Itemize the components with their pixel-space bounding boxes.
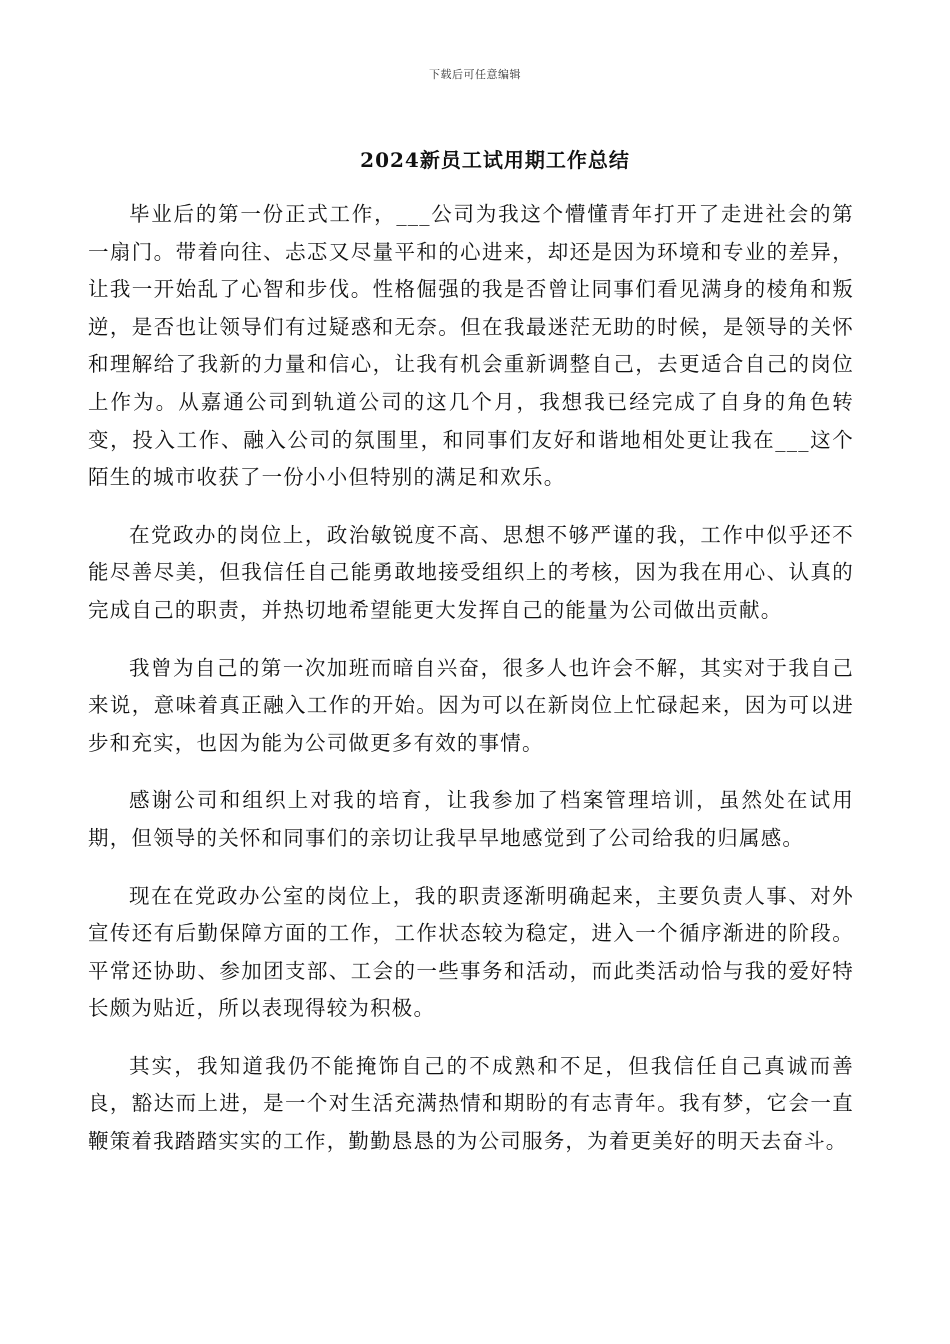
document-title: 2024新员工试用期工作总结 (360, 148, 630, 172)
header-note: 下载后可任意编辑 (429, 68, 521, 81)
paragraph-1: 毕业后的第一份正式工作，___公司为我这个懵懂青年打开了走进社会的第一扇门。带着向往、忐忑又尽量平和的心进来，却还是因为环境和专业的差异，让我一开始乱了心智和步伐。性格倔强的我是否曾让同事们看见满身的棱角和叛逆，是否也让领导们有过疑惑和无奈。但在我最迷茫无助的时候，是领导的关怀和理解给了我新的力量和信心，让我有机会重新调整自己，去更适合自己的岗位上作为。从嘉通公司到轨道公司的这几个月，我想我已经完成了自身的角色转变，投入工作、融入公司的氛围里，和同事们友好和谐地相处更让我在___这个陌生的城市收获了一份小小但特别的满足和欢乐。 (88, 202, 854, 490)
paragraph-6: 其实，我知道我仍不能掩饰自己的不成熟和不足，但我信任自己真诚而善良，豁达而上进，是一个对生活充满热情和期盼的有志青年。我有梦，它会一直鞭策着我踏踏实实的工作，勤勤恳恳的为公司服务，为着更美好的明天去奋斗。 (88, 1053, 854, 1154)
paragraph-3: 我曾为自己的第一次加班而暗自兴奋，很多人也许会不解，其实对于我自己来说，意味着真正融入工作的开始。因为可以在新岗位上忙碌起来，因为可以进步和充实，也因为能为公司做更多有效的事情。 (88, 655, 854, 755)
paragraph-2: 在党政办的岗位上，政治敏锐度不高、思想不够严谨的我，工作中似乎还不能尽善尽美，但我信任自己能勇敢地接受组织上的考核，因为我在用心、认真的完成自己的职责，并热切地希望能更大发挥自己的能量为公司做出贡献。 (88, 522, 854, 622)
document-body (88, 196, 854, 1181)
paragraph-5: 现在在党政办公室的岗位上，我的职责逐渐明确起来，主要负责人事、对外宣传还有后勤保障方面的工作，工作状态较为稳定，进入一个循序渐进的阶段。平常还协助、参加团支部、工会的一些事务和活动，而此类活动恰与我的爱好特长颇为贴近，所以表现得较为积极。 (88, 883, 854, 1021)
paragraph-4: 感谢公司和组织上对我的培育，让我参加了档案管理培训，虽然处在试用期，但领导的关怀和同事们的亲切让我早早地感觉到了公司给我的归属感。 (88, 788, 854, 850)
